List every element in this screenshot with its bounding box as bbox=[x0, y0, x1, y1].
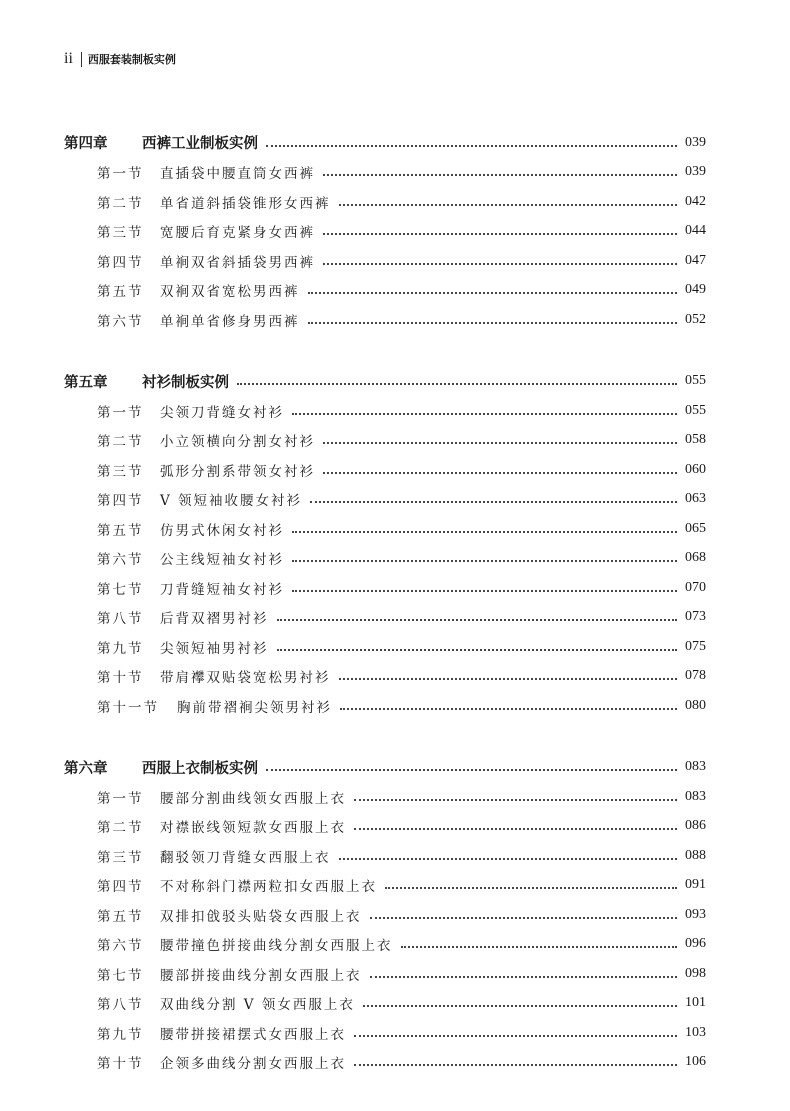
section-title: 单省道斜插袋锥形女西裤 bbox=[160, 195, 331, 212]
section-page-number: 096 bbox=[685, 936, 706, 952]
chapter-number: 第六章 bbox=[64, 760, 108, 777]
toc-section-entry[interactable] bbox=[64, 426, 706, 456]
toc-section-entry[interactable] bbox=[64, 603, 706, 633]
section-title: 对襟嵌线领短款女西服上衣 bbox=[160, 820, 346, 837]
section-page-number: 078 bbox=[685, 668, 706, 684]
toc-section-entry[interactable] bbox=[64, 455, 706, 485]
chapter-page-number: 083 bbox=[685, 759, 706, 775]
dot-leader bbox=[266, 769, 677, 771]
dot-leader bbox=[308, 322, 678, 324]
dot-leader bbox=[277, 649, 678, 651]
dot-leader bbox=[370, 976, 678, 978]
section-number: 第八节 bbox=[97, 611, 144, 628]
section-title: 尖领短袖男衬衫 bbox=[160, 640, 269, 657]
chapter-number: 第四章 bbox=[64, 136, 108, 153]
section-title: 带肩襻双贴袋宽松男衬衫 bbox=[160, 670, 331, 687]
section-title: 双曲线分割 V 领女西服上衣 bbox=[160, 997, 355, 1014]
dot-leader bbox=[339, 858, 678, 860]
section-title: 单裥单省修身男西裤 bbox=[160, 313, 300, 330]
section-title: 宽腰后育克紧身女西裤 bbox=[160, 225, 315, 242]
dot-leader bbox=[323, 174, 677, 176]
section-title: 企领多曲线分割女西服上衣 bbox=[160, 1056, 346, 1073]
section-title: 腰带撞色拼接曲线分割女西服上衣 bbox=[160, 938, 393, 955]
section-number: 第十节 bbox=[97, 1056, 144, 1073]
dot-leader bbox=[323, 442, 677, 444]
dot-leader bbox=[385, 887, 677, 889]
section-number: 第十一节 bbox=[97, 699, 159, 716]
toc-section-entry[interactable] bbox=[64, 1048, 706, 1078]
toc-section-entry[interactable] bbox=[64, 305, 706, 335]
section-page-number: 068 bbox=[685, 550, 706, 566]
header-page-number: ii bbox=[64, 50, 73, 67]
section-page-number: 083 bbox=[685, 788, 706, 804]
dot-leader bbox=[401, 946, 678, 948]
section-number: 第五节 bbox=[97, 284, 144, 301]
toc-section-entry[interactable] bbox=[64, 187, 706, 217]
toc-section-entry[interactable] bbox=[64, 662, 706, 692]
toc-section-entry[interactable] bbox=[64, 276, 706, 306]
chapter-page-number: 055 bbox=[685, 373, 706, 389]
section-number: 第六节 bbox=[97, 313, 144, 330]
section-page-number: 044 bbox=[685, 223, 706, 239]
section-page-number: 091 bbox=[685, 877, 706, 893]
toc-chapter-entry[interactable] bbox=[64, 128, 706, 158]
dot-leader bbox=[292, 413, 677, 415]
section-page-number: 080 bbox=[685, 697, 706, 713]
dot-leader bbox=[340, 708, 677, 710]
section-number: 第四节 bbox=[97, 879, 144, 896]
section-page-number: 073 bbox=[685, 609, 706, 625]
toc-section-entry[interactable] bbox=[64, 217, 706, 247]
section-number: 第四节 bbox=[97, 493, 144, 510]
dot-leader bbox=[237, 383, 677, 385]
toc-section-entry[interactable] bbox=[64, 930, 706, 960]
toc-section-entry[interactable] bbox=[64, 573, 706, 603]
chapter-page-number: 039 bbox=[685, 134, 706, 150]
chapter-number: 第五章 bbox=[64, 374, 108, 391]
section-number: 第六节 bbox=[97, 938, 144, 955]
toc-chapter bbox=[64, 367, 706, 721]
section-page-number: 052 bbox=[685, 311, 706, 327]
section-title: 双裥双省宽松男西裤 bbox=[160, 284, 300, 301]
toc-section-entry[interactable] bbox=[64, 1018, 706, 1048]
section-number: 第三节 bbox=[97, 849, 144, 866]
dot-leader bbox=[339, 678, 678, 680]
section-page-number: 039 bbox=[685, 164, 706, 180]
dot-leader bbox=[266, 145, 677, 147]
toc-section-entry[interactable] bbox=[64, 871, 706, 901]
toc-section-entry[interactable] bbox=[64, 782, 706, 812]
dot-leader bbox=[292, 590, 677, 592]
section-number: 第四节 bbox=[97, 254, 144, 271]
section-title: V 领短袖收腰女衬衫 bbox=[160, 493, 303, 510]
section-title: 单裥双省斜插袋男西裤 bbox=[160, 254, 315, 271]
section-page-number: 060 bbox=[685, 461, 706, 477]
dot-leader bbox=[308, 292, 678, 294]
section-number: 第十节 bbox=[97, 670, 144, 687]
section-number: 第二节 bbox=[97, 434, 144, 451]
toc-section-entry[interactable] bbox=[64, 514, 706, 544]
dot-leader bbox=[363, 1005, 677, 1007]
toc-section-entry[interactable] bbox=[64, 158, 706, 188]
section-title: 双排扣戗驳头贴袋女西服上衣 bbox=[160, 908, 362, 925]
section-page-number: 047 bbox=[685, 252, 706, 268]
section-title: 腰部拼接曲线分割女西服上衣 bbox=[160, 967, 362, 984]
toc-section-entry[interactable] bbox=[64, 841, 706, 871]
section-number: 第五节 bbox=[97, 522, 144, 539]
dot-leader bbox=[354, 1064, 677, 1066]
section-page-number: 070 bbox=[685, 579, 706, 595]
section-number: 第一节 bbox=[97, 166, 144, 183]
section-title: 公主线短袖女衬衫 bbox=[160, 552, 284, 569]
section-page-number: 103 bbox=[685, 1024, 706, 1040]
section-page-number: 093 bbox=[685, 906, 706, 922]
section-title: 小立领横向分割女衬衫 bbox=[160, 434, 315, 451]
dot-leader bbox=[354, 799, 677, 801]
section-number: 第七节 bbox=[97, 581, 144, 598]
toc-section-entry[interactable] bbox=[64, 396, 706, 426]
section-number: 第三节 bbox=[97, 225, 144, 242]
toc-section-entry[interactable] bbox=[64, 485, 706, 515]
section-title: 翻驳领刀背缝女西服上衣 bbox=[160, 849, 331, 866]
section-number: 第二节 bbox=[97, 195, 144, 212]
header-divider bbox=[81, 52, 82, 67]
section-number: 第三节 bbox=[97, 463, 144, 480]
running-header bbox=[64, 50, 176, 68]
section-page-number: 063 bbox=[685, 491, 706, 507]
toc-chapter bbox=[64, 753, 706, 1078]
section-title: 刀背缝短袖女衬衫 bbox=[160, 581, 284, 598]
section-number: 第七节 bbox=[97, 967, 144, 984]
section-title: 腰带拼接裙摆式女西服上衣 bbox=[160, 1026, 346, 1043]
toc-section-entry[interactable] bbox=[64, 812, 706, 842]
section-title: 仿男式休闲女衬衫 bbox=[160, 522, 284, 539]
section-page-number: 065 bbox=[685, 520, 706, 536]
dot-leader bbox=[310, 501, 677, 503]
table-of-contents bbox=[64, 128, 706, 1109]
dot-leader bbox=[292, 560, 677, 562]
dot-leader bbox=[323, 263, 677, 265]
toc-section-entry[interactable] bbox=[64, 544, 706, 574]
section-title: 直插袋中腰直筒女西裤 bbox=[160, 166, 315, 183]
section-number: 第一节 bbox=[97, 790, 144, 807]
toc-section-entry[interactable] bbox=[64, 632, 706, 662]
section-number: 第九节 bbox=[97, 640, 144, 657]
dot-leader bbox=[339, 204, 678, 206]
section-title: 弧形分割系带领女衬衫 bbox=[160, 463, 315, 480]
section-number: 第二节 bbox=[97, 820, 144, 837]
section-number: 第九节 bbox=[97, 1026, 144, 1043]
dot-leader bbox=[323, 233, 677, 235]
section-number: 第五节 bbox=[97, 908, 144, 925]
chapter-title: 西服上衣制板实例 bbox=[142, 760, 258, 777]
section-page-number: 088 bbox=[685, 847, 706, 863]
toc-chapter-entry[interactable] bbox=[64, 753, 706, 783]
dot-leader bbox=[354, 1035, 677, 1037]
chapter-title: 衬衫制板实例 bbox=[142, 374, 229, 391]
section-page-number: 075 bbox=[685, 638, 706, 654]
dot-leader bbox=[354, 828, 677, 830]
toc-chapter bbox=[64, 128, 706, 335]
toc-section-entry[interactable] bbox=[64, 900, 706, 930]
section-title: 腰部分割曲线领女西服上衣 bbox=[160, 790, 346, 807]
section-title: 尖领刀背缝女衬衫 bbox=[160, 404, 284, 421]
dot-leader bbox=[277, 619, 678, 621]
dot-leader bbox=[370, 917, 678, 919]
section-page-number: 098 bbox=[685, 965, 706, 981]
section-title: 后背双褶男衬衫 bbox=[160, 611, 269, 628]
section-page-number: 106 bbox=[685, 1054, 706, 1070]
toc-chapter-entry[interactable] bbox=[64, 367, 706, 397]
toc-section-entry[interactable] bbox=[64, 246, 706, 276]
section-number: 第八节 bbox=[97, 997, 144, 1014]
section-title: 不对称斜门襟两粒扣女西服上衣 bbox=[160, 879, 377, 896]
section-number: 第六节 bbox=[97, 552, 144, 569]
toc-section-entry[interactable] bbox=[64, 959, 706, 989]
section-page-number: 042 bbox=[685, 193, 706, 209]
section-page-number: 101 bbox=[685, 995, 706, 1011]
section-page-number: 049 bbox=[685, 282, 706, 298]
section-number: 第一节 bbox=[97, 404, 144, 421]
toc-section-entry[interactable] bbox=[64, 691, 706, 721]
section-page-number: 058 bbox=[685, 432, 706, 448]
toc-section-entry[interactable] bbox=[64, 989, 706, 1019]
dot-leader bbox=[323, 472, 677, 474]
dot-leader bbox=[292, 531, 677, 533]
chapter-title: 西裤工业制板实例 bbox=[142, 136, 258, 153]
section-page-number: 055 bbox=[685, 402, 706, 418]
header-book-title: 西服套装制板实例 bbox=[87, 53, 176, 66]
section-title: 胸前带褶裥尖领男衬衫 bbox=[177, 699, 332, 716]
section-page-number: 086 bbox=[685, 818, 706, 834]
